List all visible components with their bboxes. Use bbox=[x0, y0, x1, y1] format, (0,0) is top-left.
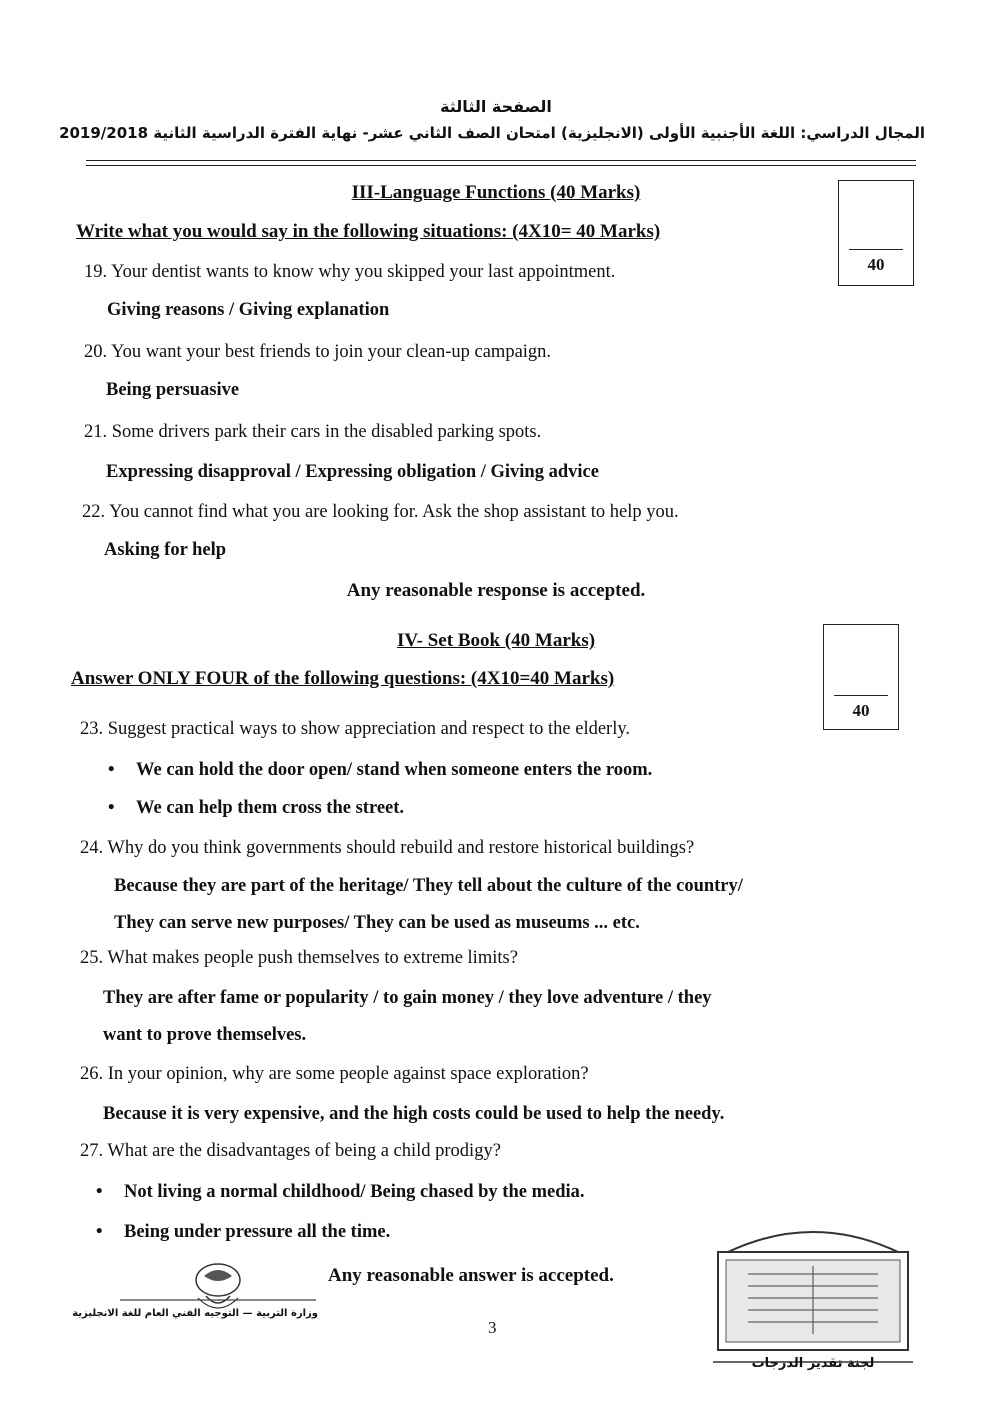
question-22: 22. You cannot find what you are looking for. Ask the shop assistant to help you. bbox=[82, 502, 679, 522]
question-27: 27. What are the disadvantages of being a child prodigy? bbox=[80, 1141, 501, 1161]
bullet-text: Not living a normal childhood/ Being chased by the media. bbox=[124, 1182, 585, 1202]
answer-21: Expressing disapproval / Expressing obligation / Giving advice bbox=[106, 462, 599, 482]
answer-24-line-1: Because they are part of the heritage/ They tell about the culture of the country/ bbox=[114, 876, 743, 896]
page-label-arabic: الصفحة الثالثة bbox=[440, 97, 552, 116]
section-3-title: III-Language Functions (40 Marks) bbox=[351, 182, 641, 203]
bullet-icon: • bbox=[108, 798, 115, 818]
section-4-instruction: Answer ONLY FOUR of the following questions: (4X10=40 Marks) bbox=[71, 668, 615, 689]
answer-22: Asking for help bbox=[104, 540, 226, 560]
header-divider-bottom bbox=[86, 165, 916, 166]
answer-19: Giving reasons / Giving explanation bbox=[107, 300, 390, 320]
answer-20: Being persuasive bbox=[106, 380, 240, 400]
bullet-text: We can hold the door open/ stand when someone enters the room. bbox=[136, 760, 653, 780]
section-4-score-box bbox=[823, 624, 899, 730]
question-25: 25. What makes people push themselves to extreme limits? bbox=[80, 948, 518, 968]
ministry-emblem-stamp bbox=[72, 1258, 318, 1340]
ministry-emblem-icon bbox=[72, 1258, 318, 1340]
grading-committee-stamp bbox=[708, 1222, 918, 1382]
question-19: 19. Your dentist wants to know why you skipped your last appointment. bbox=[84, 262, 616, 282]
answer-27-bullet-1 bbox=[96, 1182, 585, 1203]
question-24: 24. Why do you think governments should rebuild and restore historical buildings? bbox=[80, 838, 695, 858]
answer-23-bullet-1 bbox=[108, 760, 652, 781]
bullet-icon: • bbox=[96, 1182, 103, 1202]
answer-26: Because it is very expensive, and the high costs could be used to help the needy. bbox=[103, 1104, 725, 1124]
question-21: 21. Some drivers park their cars in the disabled parking spots. bbox=[84, 422, 542, 442]
section-3-note: Any reasonable response is accepted. bbox=[346, 580, 646, 601]
bullet-icon: • bbox=[96, 1222, 103, 1242]
question-26: 26. In your opinion, why are some people against space exploration? bbox=[80, 1064, 589, 1084]
bullet-icon: • bbox=[108, 760, 115, 780]
page-number: 3 bbox=[488, 1318, 497, 1337]
section-4-score: 40 bbox=[852, 701, 870, 720]
section-4-note: Any reasonable answer is accepted. bbox=[328, 1265, 614, 1286]
section-3-score-box bbox=[838, 180, 914, 286]
committee-stamp-text: لجنة تقدير الدرجات bbox=[751, 1356, 875, 1371]
section-3-score: 40 bbox=[867, 255, 885, 274]
bullet-text: We can help them cross the street. bbox=[136, 798, 405, 818]
answer-25-line-1: They are after fame or popularity / to gain money / they love adventure / they bbox=[103, 988, 712, 1008]
answer-25-line-2: want to prove themselves. bbox=[103, 1025, 307, 1045]
score-divider bbox=[834, 695, 888, 696]
answer-23-bullet-2 bbox=[108, 798, 404, 819]
answer-27-bullet-2 bbox=[96, 1222, 390, 1243]
answer-24-line-2: They can serve new purposes/ They can be used as museums ... etc. bbox=[114, 913, 640, 933]
ministry-stamp-text: وزارة التربية — التوجيه الفني العام للغة الانجليزية bbox=[72, 1308, 318, 1319]
section-4-title: IV- Set Book (40 Marks) bbox=[396, 630, 596, 651]
header-divider-top bbox=[86, 160, 916, 161]
question-23: 23. Suggest practical ways to show appreciation and respect to the elderly. bbox=[80, 719, 631, 739]
exam-subtitle-arabic: المجال الدراسي: اللغة الأجنبية الأولى (الانجليزية) امتحان الصف الثاني عشر- نهاية الفترة الدراسية الثانية 2019/2018 bbox=[59, 124, 925, 142]
score-divider bbox=[849, 249, 903, 250]
bullet-text: Being under pressure all the time. bbox=[124, 1222, 391, 1242]
question-20: 20. You want your best friends to join your clean-up campaign. bbox=[84, 342, 552, 362]
section-3-instruction: Write what you would say in the following situations: (4X10= 40 Marks) bbox=[76, 221, 661, 242]
